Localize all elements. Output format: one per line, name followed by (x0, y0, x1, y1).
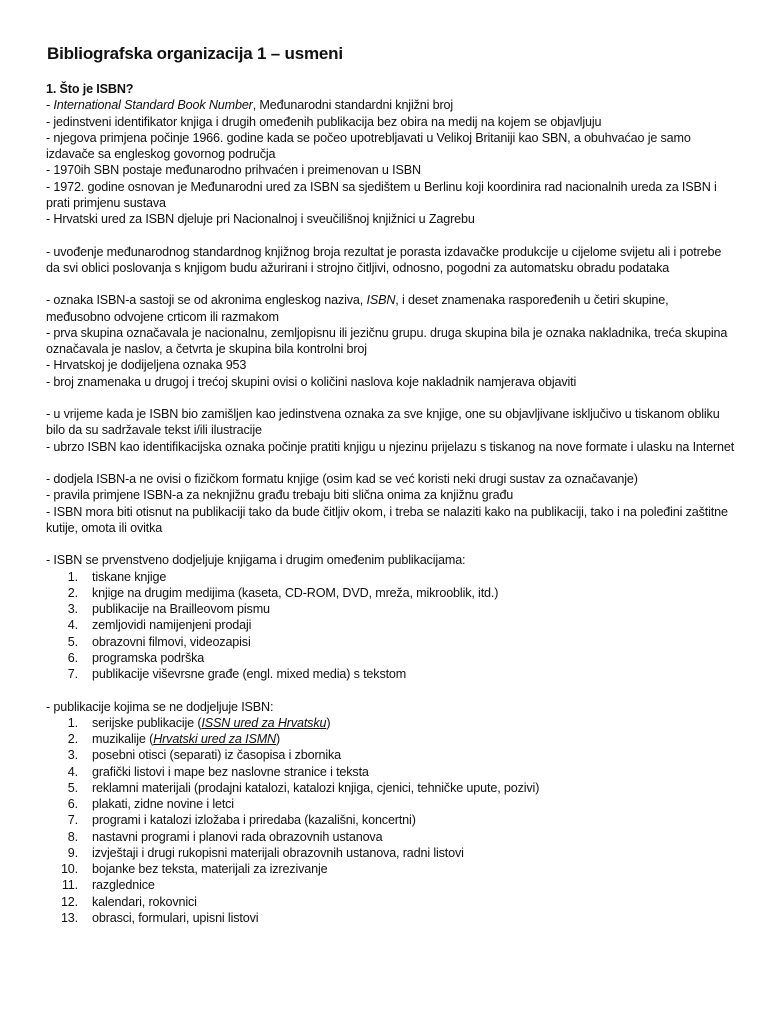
paragraph-text: , i deset znamenaka raspoređenih u četiri skupine, međusobno odvojene crticom ili razmakom (46, 293, 669, 324)
isbn-assigned-list (46, 569, 736, 683)
list-item-text: programi i katalozi izložaba i priredaba (kazališni, koncertni) (92, 813, 416, 828)
list-item-text: tiskane knjige (92, 569, 167, 584)
emphasis-text: ISBN (366, 293, 396, 308)
list-item (46, 747, 736, 763)
list-item-text: plakati, zidne novine i letci (92, 797, 234, 811)
list-item (46, 617, 736, 633)
list-number: 4. (67, 764, 78, 779)
list-item-text: zemljovidi namijenjeni prodaji (92, 618, 252, 633)
paragraph: - uvođenje međunarodnog standardnog knjižnog broja rezultat je porasta izdavačke produkcije u cijelome svijetu ali i potrebe da svi oblici poslovanja s knjigom budu ažurirani i strojno čitljivi, odnosno, pogodni za automatsku obradu podataka (46, 244, 722, 275)
list-item-text: izvještaji i drugi rukopisni materijali obrazovnih ustanova, radni listovi (92, 845, 464, 860)
list-number: 3. (67, 748, 78, 763)
paragraph: - ISBN mora biti otisnut na publikaciji tako da bude čitljiv okom, i treba se nalaziti kako na publikaciji, tako i na poleđini zaštitne kutije, omota ili ovitka (46, 504, 728, 535)
list-item (46, 650, 736, 666)
list-item (46, 764, 736, 780)
list-item-text: posebni otisci (separati) iz časopisa i zbornika (92, 748, 341, 763)
list-number: 7. (67, 667, 78, 681)
list-item-text: obrazovni filmovi, videozapisi (92, 634, 251, 649)
paragraph: - 1970ih SBN postaje međunarodno prihvaćen i preimenovan u ISBN (46, 163, 421, 178)
list-item (46, 829, 736, 845)
list-number: 9. (67, 845, 78, 860)
paragraph: - International Standard Book Number, Međunarodni standardni knjižni broj (46, 98, 454, 113)
list-number: 2. (67, 732, 78, 746)
list-number: 6. (67, 797, 78, 811)
list-number: 5. (67, 634, 78, 649)
ismn-office-link[interactable]: Hrvatski ured za ISMN (153, 732, 277, 746)
list-item-text-part: ) (326, 715, 331, 730)
list-number: 6. (67, 650, 78, 665)
list-item-text: reklamni materijali (prodajni katalozi, katalozi knjiga, cjenici, tehničke upute, pozivi) (92, 780, 540, 795)
list-number: 1. (67, 715, 78, 730)
list-item (46, 894, 736, 910)
list-number: 2. (67, 585, 78, 600)
issn-office-link[interactable]: ISSN ured za Hrvatsku (201, 715, 327, 730)
list-item (46, 666, 736, 682)
paragraph: - Hrvatski ured za ISBN djeluje pri Nacionalnoj i sveučilišnoj knjižnici u Zagrebu (46, 212, 475, 226)
paragraph: - njegova primjena počinje 1966. godine kada se počeo upotrebljavati u Velikoj Britaniji kao SBN, a obuhvaćao je samo izdavače sa engleskog govornog područja (46, 130, 691, 161)
list-item (46, 715, 736, 731)
list-item (46, 910, 736, 926)
list-item-text: publikacije na Brailleovom pismu (92, 602, 270, 616)
isbn-not-assigned-list (46, 715, 736, 926)
paragraph: - ubrzo ISBN kao identifikacijska oznaka počinje pratiti knjigu u njezinu prijelazu s tiskanog na nove formate i ulasku na Internet (46, 439, 735, 454)
paragraph: - prva skupina označavala je nacionalnu, zemljopisnu ili jezičnu grupu. druga skupina bila je oznaka nakladnika, treća skupina označavala je naslov, a četvrta je skupina bila kontrolni broj (46, 325, 728, 356)
spacer (46, 390, 736, 406)
paragraph: - 1972. godine osnovan je Međunarodni ured za ISBN sa sjedištem u Berlinu koji koordinira rad nacionalnih ureda za ISBN i prati primjenu sustava (46, 179, 717, 210)
list-item-text: razglednice (92, 878, 155, 893)
section-heading: 1. Što je ISBN? (46, 82, 134, 96)
document-body (46, 81, 736, 926)
paragraph: - u vrijeme kada je ISBN bio zamišljen kao jedinstvena oznaka za sve knjige, one su objavljivane isključivo u tiskanom obliku bilo da su sadržavale tekst i/ili ilustracije (46, 407, 720, 438)
list-item (46, 731, 736, 747)
list-item (46, 780, 736, 796)
list-number: 4. (67, 618, 78, 633)
spacer (46, 276, 736, 292)
spacer (46, 455, 736, 471)
list-item-text: kalendari, rokovnici (92, 894, 197, 909)
list-item-text: grafički listovi i mape bez naslovne stranice i teksta (92, 764, 369, 779)
list-number: 5. (67, 780, 78, 795)
list-item-text-part: serijske publikacije ( (92, 715, 202, 730)
paragraph-text: , Međunarodni standardni knjižni broj (252, 98, 454, 113)
list-item-text: nastavni programi i planovi rada obrazovnih ustanova (92, 829, 383, 844)
list-number: 3. (67, 602, 78, 616)
list-number: 1. (67, 569, 78, 584)
paragraph: - jedinstveni identifikator knjiga i drugih omeđenih publikacija bez obira na medij na kojem se objavljuju (46, 114, 602, 129)
paragraph: - Hrvatskoj je dodijeljena oznaka 953 (46, 358, 247, 373)
list-item (46, 601, 736, 617)
list-item (46, 877, 736, 893)
list-number: 8. (67, 829, 78, 844)
list-number: 13. (60, 910, 78, 925)
paragraph-text: - oznaka ISBN-a sastoji se od akronima engleskog naziva, (46, 293, 367, 308)
list-item (46, 861, 736, 877)
list-item (46, 796, 736, 812)
list-item (46, 812, 736, 828)
list-number: 10. (60, 862, 78, 876)
list-item-text: programska podrška (92, 650, 205, 665)
list-item-text-part: muzikalije ( (92, 732, 154, 746)
list-number: 7. (67, 813, 78, 828)
list-item-text: publikacije viševrsne građe (engl. mixed media) s tekstom (92, 667, 407, 681)
list-item-text: bojanke bez teksta, materijali za izrezivanje (92, 862, 328, 876)
spacer (46, 536, 736, 552)
list-item (46, 845, 736, 861)
paragraph: - dodjela ISBN-a ne ovisi o fizičkom formatu knjige (osim kad se već koristi neki drugi sustav za označavanje) (46, 472, 638, 486)
document-title: Bibliografska organizacija 1 – usmeni (47, 44, 343, 63)
list-intro: - ISBN se prvenstveno dodjeljuje knjigama i drugim omeđenim publikacijama: (46, 553, 466, 568)
list-intro: - publikacije kojima se ne dodjeljuje ISBN: (46, 699, 274, 714)
paragraph: - pravila primjene ISBN-a za neknjižnu građu trebaju biti slična onima za knjižnu građu (46, 488, 514, 503)
list-item-text-part: ) (276, 732, 281, 746)
list-item-text: obrasci, formulari, upisni listovi (92, 910, 259, 925)
list-item (46, 634, 736, 650)
paragraph: - broj znamenaka u drugoj i trećoj skupini ovisi o količini naslova koje nakladnik namjerava objaviti (46, 374, 577, 389)
spacer (46, 227, 736, 243)
list-item (46, 585, 736, 601)
list-item-text (92, 715, 330, 731)
list-item-text (92, 731, 280, 747)
list-item-text: knjige na drugim medijima (kaseta, CD-ROM, DVD, mreža, mikrooblik, itd.) (92, 585, 499, 600)
list-number: 11. (61, 878, 78, 893)
emphasis-text: International Standard Book Number (53, 98, 253, 113)
list-item (46, 569, 736, 585)
paragraph (46, 292, 736, 325)
spacer (46, 682, 736, 698)
list-number: 12. (60, 894, 78, 909)
